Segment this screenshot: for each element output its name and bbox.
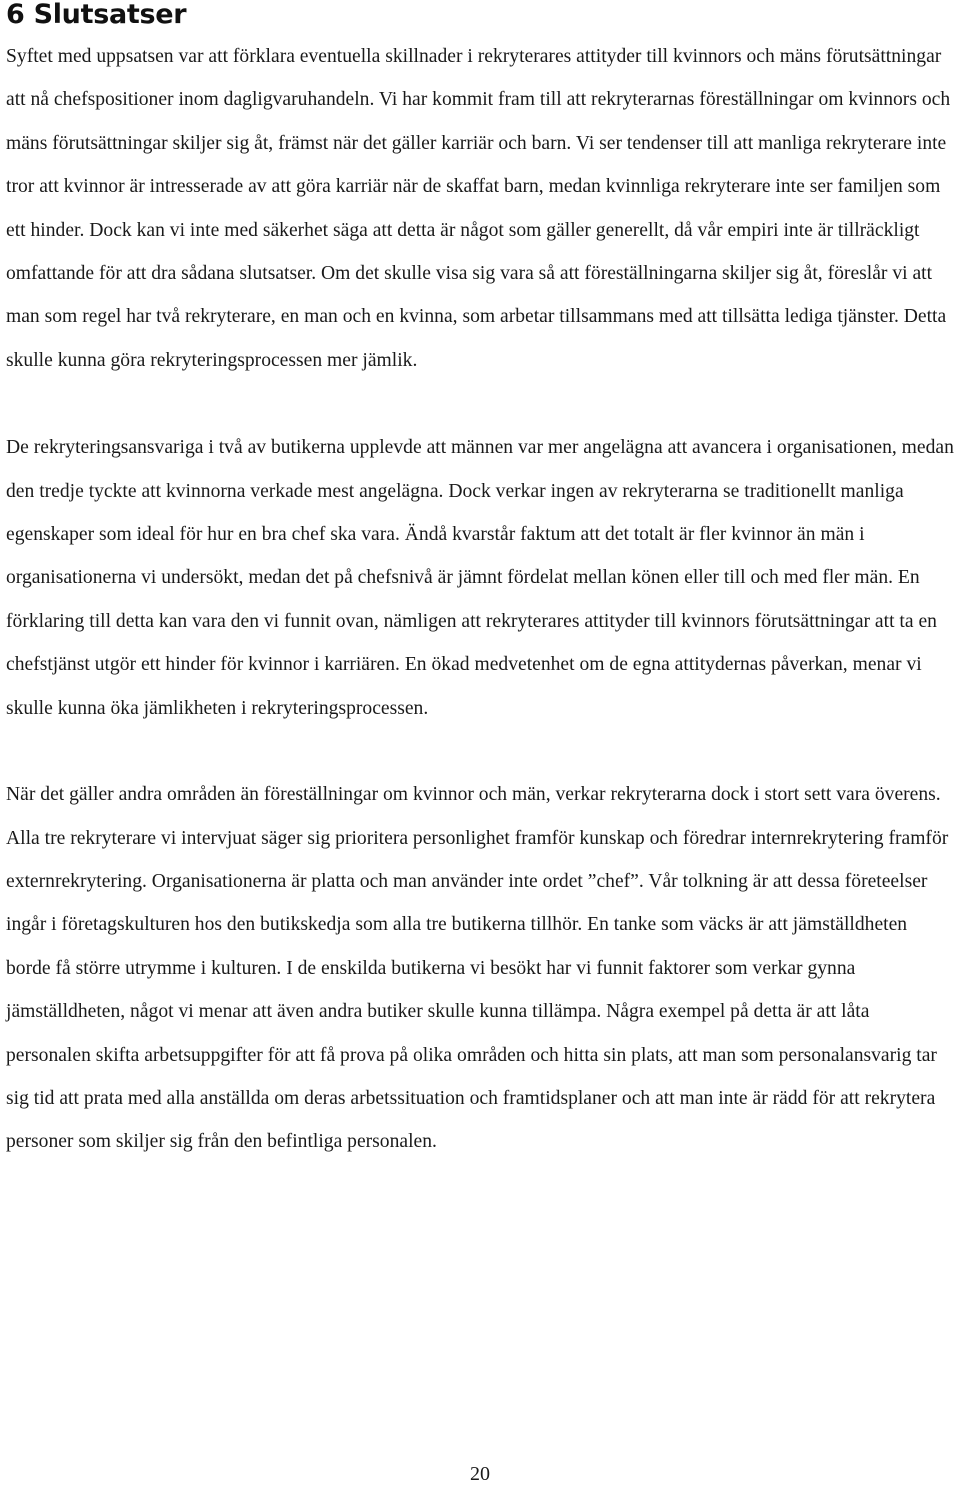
document-page <box>6 0 956 1164</box>
paragraph-recruiter-perceptions: De rekryteringsansvariga i två av butikerna upplevde att männen var mer angelägna att avancera i organisationen, medan den tredje tyckte att kvinnorna verkade mest angelägna. Dock verkar ingen av rekryterarna se traditionellt manliga egenskaper som ideal för hur en bra chef ska vara. Ändå kvarstår faktum att det totalt är fler kvinnor än män i organisationerna vi undersökt, medan det på chefsnivå är jämnt fördelat mellan könen eller till och med fler män. En förklaring till detta kan vara den vi funnit ovan, nämligen att rekryterares attityder till kvinnors förutsättningar att ta en chefstjänst utgör ett hinder för kvinnor i karriären. En ökad medvetenhet om de egna attitydernas påverkan, menar vi skulle kunna öka jämlikheten i rekryteringsprocessen. <box>6 437 954 719</box>
paragraph-purpose-conclusion: Syftet med uppsatsen var att förklara eventuella skillnader i rekryterares attityder till kvinnors och mäns förutsättningar att nå chefspositioner inom dagligvaruhandeln. Vi har kommit fram till att rekryterarnas föreställningar om kvinnors och mäns förutsättningar skiljer sig åt, främst när det gäller karriär och barn. Vi ser tendenser till att manliga rekryterare inte tror att kvinnor är intresserade av att göra karriär när de skaffat barn, medan kvinnliga rekryterare inte ser familjen som ett hinder. Dock kan vi inte med säkerhet säga att detta är något som gäller generellt, då vår empiri inte är tillräckligt omfattande för att dra sådana slutsatser. Om det skulle visa sig vara så att föreställningarna skiljer sig åt, föreslår vi att man som regel har två rekryterare, en man och en kvinna, som arbetar tillsammans med att tillsätta lediga tjänster. Detta skulle kunna göra rekryteringsprocessen mer jämlik. <box>6 46 951 371</box>
page-number: 20 <box>470 1463 490 1485</box>
section-heading: 6 Slutsatser <box>6 0 187 30</box>
paragraph-other-areas: När det gäller andra områden än föreställningar om kvinnor och män, verkar rekryterarna dock i stort sett vara överens. Alla tre rekryterare vi intervjuat säger sig prioritera personlighet framför kunskap och föredrar internrekrytering framför externrekrytering. Organisationerna är platta och man använder inte ordet ”chef”. Vår tolkning är att dessa företeelser ingår i företagskulturen hos den butikskedja som alla tre butikerna tillhör. En tanke som väcks är att jämställdheten borde få större utrymme i kulturen. I de enskilda butikerna vi besökt har vi funnit faktorer som verkar gynna jämställdheten, något vi menar att även andra butiker skulle kunna tillämpa. Några exempel på detta är att låta personalen skifta arbetsuppgifter för att få prova på olika områden och hitta sin plats, att man som personalansvarig tar sig tid att prata med alla anställda om deras arbetssituation och framtidsplaner och att man inte är rädd för att rekrytera personer som skiljer sig från den befintliga personalen. <box>6 784 949 1153</box>
